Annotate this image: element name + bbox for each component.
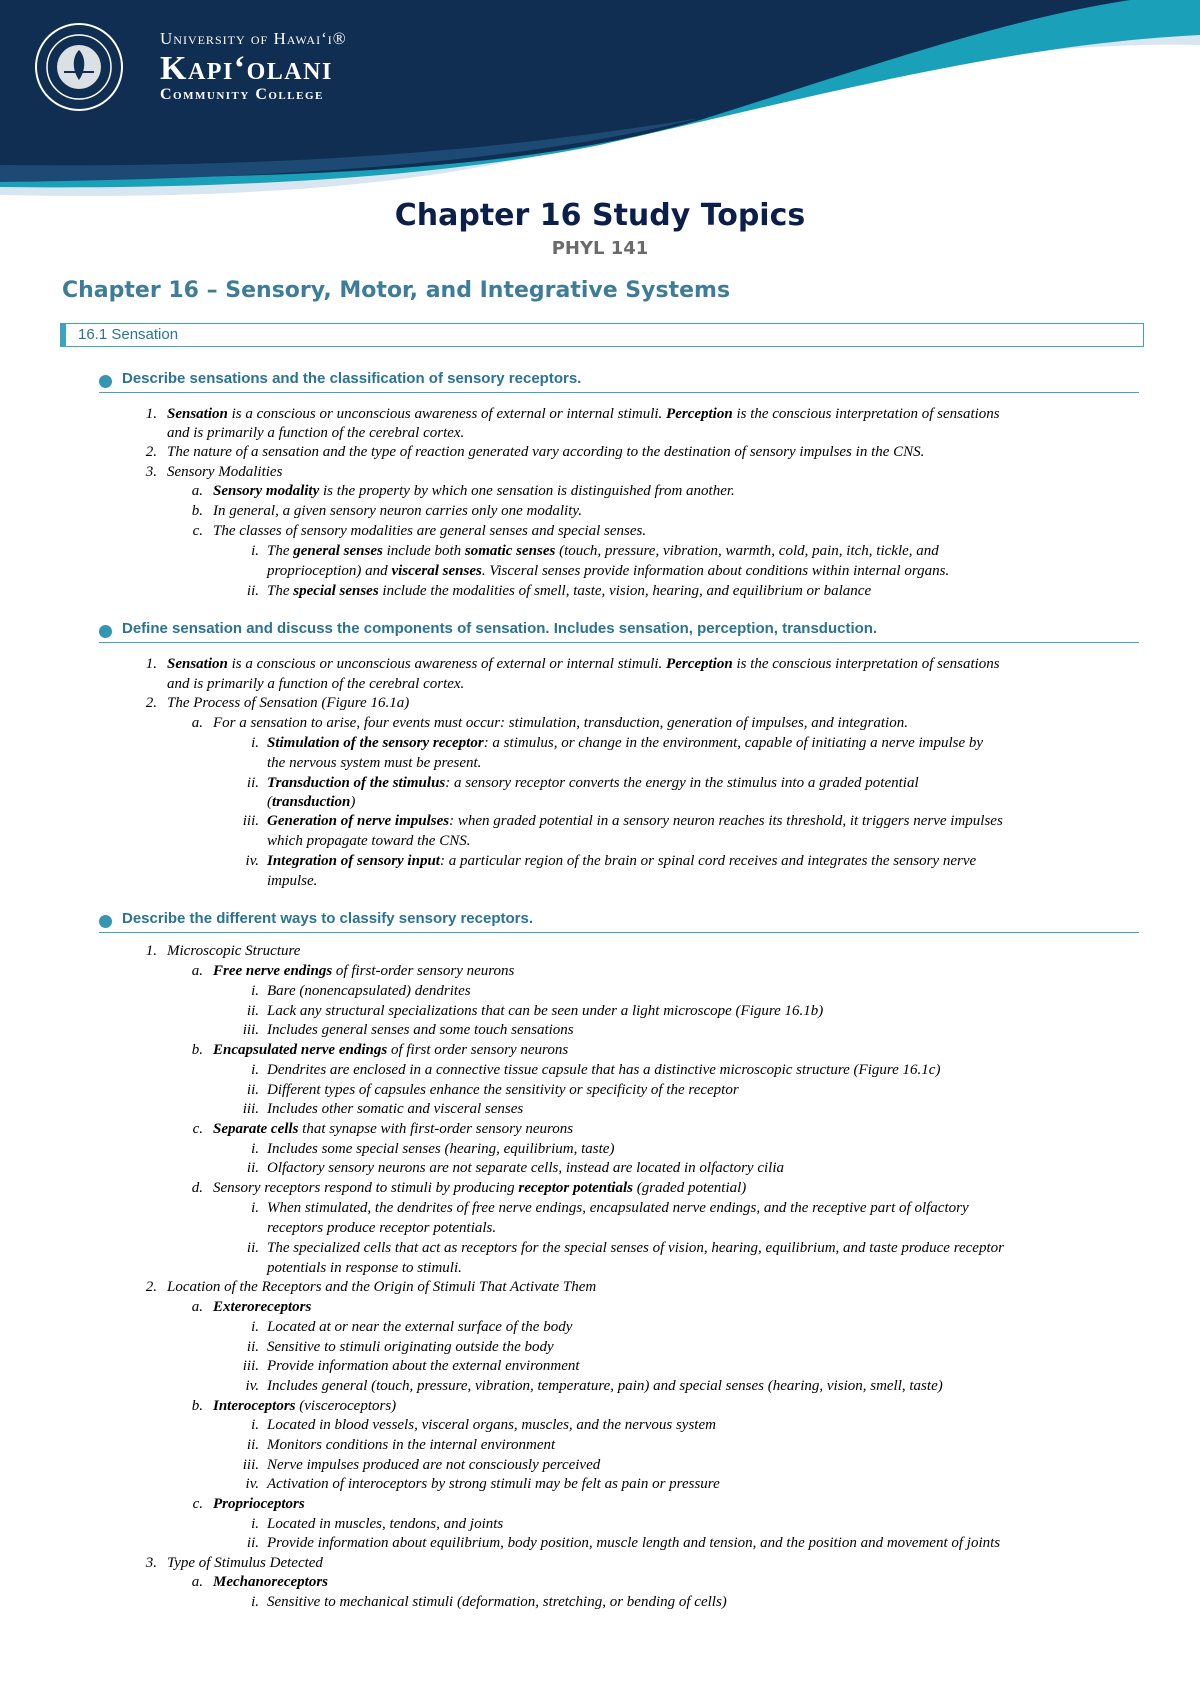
list-item-text: The special senses include the modalities of smell, taste, vision, hearing, and equilibrium or balance xyxy=(267,583,872,599)
list-marker: iii. xyxy=(242,1358,259,1374)
list-item-text: the nervous system must be present. xyxy=(267,755,482,771)
list-marker: a. xyxy=(191,1574,203,1590)
list-marker: 3. xyxy=(145,464,157,480)
list-item-text: Mechanoreceptors xyxy=(213,1574,328,1590)
list-item-text: Provide information about equilibrium, body position, muscle length and tension, and the position and movement of joints xyxy=(267,1535,1001,1551)
list-item-text: Located at or near the external surface of the body xyxy=(267,1319,573,1335)
list-marker: ii. xyxy=(246,1240,259,1256)
section-title: 16.1 Sensation xyxy=(78,326,179,343)
list-marker: c. xyxy=(192,1496,203,1512)
list-item-text: Monitors conditions in the internal environment xyxy=(267,1437,556,1453)
list-item-text: Microscopic Structure xyxy=(167,943,301,959)
list-marker: i. xyxy=(251,1200,259,1216)
list-marker: a. xyxy=(191,483,203,499)
list-marker: a. xyxy=(191,1299,203,1315)
bullet-dot-icon xyxy=(99,625,112,638)
list-item-text: Located in muscles, tendons, and joints xyxy=(267,1516,504,1532)
list-item-text: Generation of nerve impulses: when graded potential in a sensory neuron reaches its threshold, it triggers nerve impulses xyxy=(267,813,1003,829)
list-marker: ii. xyxy=(246,1082,259,1098)
list-item-text: Sensitive to mechanical stimuli (deformation, stretching, or bending of cells) xyxy=(267,1594,727,1610)
objective-text: Define sensation and discuss the components of sensation. Includes sensation, perception, transduction. xyxy=(122,620,878,637)
list-marker: i. xyxy=(251,1141,259,1157)
list-item-text: Free nerve endings of first-order sensory neurons xyxy=(213,963,515,979)
list-marker: iii. xyxy=(242,1101,259,1117)
list-marker: c. xyxy=(192,523,203,539)
list-item-text: Provide information about the external environment xyxy=(267,1358,580,1374)
list-item-text: Olfactory sensory neurons are not separate cells, instead are located in olfactory cilia xyxy=(267,1160,784,1176)
list-marker: iii. xyxy=(242,813,259,829)
list-marker: c. xyxy=(192,1121,203,1137)
list-marker: b. xyxy=(191,1398,203,1414)
list-item-text: Encapsulated nerve endings of first order sensory neurons xyxy=(213,1042,569,1058)
list-item-text: and is primarily a function of the cerebral cortex. xyxy=(167,425,465,441)
list-item-text: Type of Stimulus Detected xyxy=(167,1555,323,1571)
list-marker: ii. xyxy=(246,775,259,791)
list-item-text: Stimulation of the sensory receptor: a stimulus, or change in the environment, capable of initiating a nerve impulse by xyxy=(267,735,984,751)
section-heading-box xyxy=(60,323,1144,347)
list-item-text: The classes of sensory modalities are general senses and special senses. xyxy=(213,523,647,539)
list-item-text: Separate cells that synapse with first-order sensory neurons xyxy=(213,1121,574,1137)
list-item-text: Activation of interoceptors by strong stimuli may be felt as pain or pressure xyxy=(267,1476,720,1492)
list-item-text: Dendrites are enclosed in a connective tissue capsule that has a distinctive microscopic structure (Figure 16.1c) xyxy=(267,1062,941,1078)
list-item-text: Located in blood vessels, visceral organs, muscles, and the nervous system xyxy=(267,1417,716,1433)
objective-heading xyxy=(99,370,1139,393)
list-marker: i. xyxy=(251,1319,259,1335)
list-marker: 3. xyxy=(145,1555,157,1571)
list-marker: ii. xyxy=(246,583,259,599)
list-marker: b. xyxy=(191,1042,203,1058)
list-item-text: Sensation is a conscious or unconscious awareness of external or internal stimuli. Perception is the conscious interpretation of sensations xyxy=(167,406,1000,422)
list-marker: i. xyxy=(251,735,259,751)
list-marker: i. xyxy=(251,1062,259,1078)
list-item-text: which propagate toward the CNS. xyxy=(267,833,471,849)
course-code: PHYL 141 xyxy=(551,238,649,259)
list-marker: d. xyxy=(191,1180,203,1196)
chapter-heading: Chapter 16 – Sensory, Motor, and Integrative Systems xyxy=(62,278,731,303)
list-item-text: Sensory Modalities xyxy=(167,464,283,480)
list-item-text: The nature of a sensation and the type of reaction generated vary according to the destination of sensory impulses in the CNS. xyxy=(167,444,925,460)
list-item-text: The specialized cells that act as receptors for the special senses of vision, hearing, equilibrium, and taste produce receptor xyxy=(267,1240,1004,1256)
list-marker: 1. xyxy=(145,406,157,422)
list-item-text: Sensitive to stimuli originating outside the body xyxy=(267,1339,554,1355)
list-marker: iv. xyxy=(245,1378,259,1394)
college-name: Kapi‘olani xyxy=(160,50,333,87)
list-marker: a. xyxy=(191,715,203,731)
page-title: Chapter 16 Study Topics xyxy=(394,198,806,233)
objective-text: Describe sensations and the classification of sensory receptors. xyxy=(122,370,582,387)
list-item-text: Sensation is a conscious or unconscious awareness of external or internal stimuli. Perception is the conscious interpretation of sensations xyxy=(167,656,1000,672)
list-item-text: In general, a given sensory neuron carries only one modality. xyxy=(213,503,582,519)
list-marker: 2. xyxy=(145,1279,157,1295)
list-marker: ii. xyxy=(246,1437,259,1453)
list-item-text: The Process of Sensation (Figure 16.1a) xyxy=(167,695,410,711)
objective-heading xyxy=(99,620,1139,643)
list-marker: iv. xyxy=(245,853,259,869)
list-marker: 1. xyxy=(145,943,157,959)
list-item-text: Exteroreceptors xyxy=(213,1299,312,1315)
list-item-text: receptors produce receptor potentials. xyxy=(267,1220,497,1236)
community-college-label: Community College xyxy=(160,86,324,103)
list-marker: 1. xyxy=(145,656,157,672)
list-item-text: Sensory receptors respond to stimuli by producing receptor potentials (graded potential) xyxy=(213,1180,747,1196)
bullet-dot-icon xyxy=(99,375,112,388)
list-item-text: (transduction) xyxy=(267,794,356,810)
list-item-text: Nerve impulses produced are not consciously perceived xyxy=(267,1457,601,1473)
list-marker: i. xyxy=(251,543,259,559)
list-marker: iv. xyxy=(245,1476,259,1492)
list-item-text: For a sensation to arise, four events must occur: stimulation, transduction, generation of impulses, and integration. xyxy=(213,715,908,731)
list-marker: iii. xyxy=(242,1457,259,1473)
bullet-dot-icon xyxy=(99,915,112,928)
list-marker: i. xyxy=(251,1417,259,1433)
university-name: University of Hawai‘i® xyxy=(160,29,347,48)
objective-heading xyxy=(99,910,1139,933)
list-marker: a. xyxy=(191,963,203,979)
list-item-text: Includes other somatic and visceral senses xyxy=(267,1101,524,1117)
list-item-text: Includes some special senses (hearing, equilibrium, taste) xyxy=(267,1141,615,1157)
list-marker: iii. xyxy=(242,1022,259,1038)
list-marker: ii. xyxy=(246,1003,259,1019)
list-marker: 2. xyxy=(145,695,157,711)
list-item-text: Different types of capsules enhance the sensitivity or specificity of the receptor xyxy=(267,1082,739,1098)
list-item-text: When stimulated, the dendrites of free nerve endings, encapsulated nerve endings, and the receptive part of olfactory xyxy=(267,1200,969,1216)
list-item-text: and is primarily a function of the cerebral cortex. xyxy=(167,676,465,692)
list-marker: ii. xyxy=(246,1339,259,1355)
university-seal-icon xyxy=(34,22,124,112)
list-marker: ii. xyxy=(246,1160,259,1176)
list-marker: i. xyxy=(251,983,259,999)
list-marker: i. xyxy=(251,1516,259,1532)
list-item-text: The general senses include both somatic senses (touch, pressure, vibration, warmth, cold, pain, itch, tickle, and xyxy=(267,543,939,559)
list-item-text: Sensory modality is the property by which one sensation is distinguished from another. xyxy=(213,483,735,499)
list-marker: ii. xyxy=(246,1535,259,1551)
list-item-text: Includes general senses and some touch sensations xyxy=(267,1022,574,1038)
list-item-text: potentials in response to stimuli. xyxy=(267,1260,462,1276)
list-item-text: Transduction of the stimulus: a sensory receptor converts the energy in the stimulus into a graded potential xyxy=(267,775,919,791)
list-item-text: Proprioceptors xyxy=(213,1496,305,1512)
list-item-text: Includes general (touch, pressure, vibration, temperature, pain) and special senses (hearing, vision, smell, taste) xyxy=(267,1378,943,1394)
list-item-text: impulse. xyxy=(267,873,318,889)
list-marker: i. xyxy=(251,1594,259,1610)
list-item-text: Lack any structural specializations that can be seen under a light microscope (Figure 16.1b) xyxy=(267,1003,824,1019)
list-marker: b. xyxy=(191,503,203,519)
list-item-text: Bare (nonencapsulated) dendrites xyxy=(267,983,471,999)
list-item-text: proprioception) and visceral senses. Visceral senses provide information about conditions within internal organs. xyxy=(267,563,950,579)
list-item-text: Interoceptors (visceroceptors) xyxy=(213,1398,397,1414)
list-marker: 2. xyxy=(145,444,157,460)
list-item-text: Location of the Receptors and the Origin of Stimuli That Activate Them xyxy=(167,1279,597,1295)
list-item-text: Integration of sensory input: a particular region of the brain or spinal cord receives and integrates the sensory nerve xyxy=(267,853,977,869)
objective-text: Describe the different ways to classify sensory receptors. xyxy=(122,910,533,927)
